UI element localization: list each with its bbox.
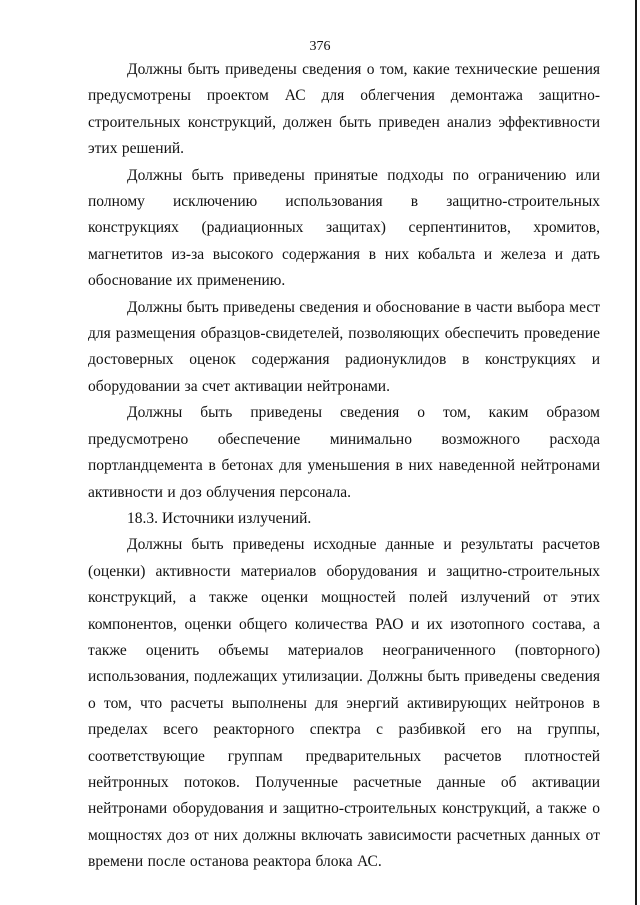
page-edge-line: [635, 0, 637, 905]
section-heading: 18.3. Источники излучений.: [127, 509, 312, 527]
paragraph-serpentinite: Должны быть приведены принятые подходы по ограничению или полному исключению использования в защитно-строительных конструкциях (радиационных защитах) серпентинитов, хромитов, магнетитов из-за высокого содержания в них кобальта и железа и дать обоснование их применению.: [88, 166, 600, 290]
paragraph-portland-cement: Должны быть приведены сведения о том, каким образом предусмотрено обеспечение минимально возможного расхода портландцемента в бетонах для уменьшения в них наведенной нейтронами активности и доз облучения персонала.: [88, 404, 600, 501]
paragraph-dismantling: Должны быть приведены сведения о том, какие технические решения предусмотрены проектом АС для облегчения демонтажа защитно-строительных конструкций, должен быть приведен анализ эффективности этих решений.: [88, 61, 600, 158]
page-number: 376: [309, 39, 331, 54]
paragraph-witness-samples: Должны быть приведены сведения и обоснование в части выбора мест для размещения образцов-свидетелей, позволяющих обеспечить проведение достоверных оценок содержания радионуклидов в конструкциях и оборудовании за счет активации нейтронами.: [88, 298, 600, 395]
paragraph-radiation-sources: Должны быть приведены исходные данные и результаты расчетов (оценки) активности материалов оборудования и защитно-строительных конструкций, а также оценки мощностей полей излучений от этих компонентов, оценки общего количества РАО и их изотопного состава, а также оценить объемы материалов неограниченного (повторного) использования, подлежащих утилизации. Должны быть приведены сведения о том, что расчеты выполнены для энергий активирующих нейтронов в пределах всего реакторного спектра с разбивкой его на группы, соответствующие группам предварительных расчетов плотностей нейтронных потоков. Полученные расчетные данные об активации нейтронами оборудования и защитно-строительных конструкций, а также о мощностях доз от них должны включать зависимости расчетных данных от времени после останова реактора блока АС.: [88, 536, 600, 871]
document-body: [88, 57, 600, 876]
